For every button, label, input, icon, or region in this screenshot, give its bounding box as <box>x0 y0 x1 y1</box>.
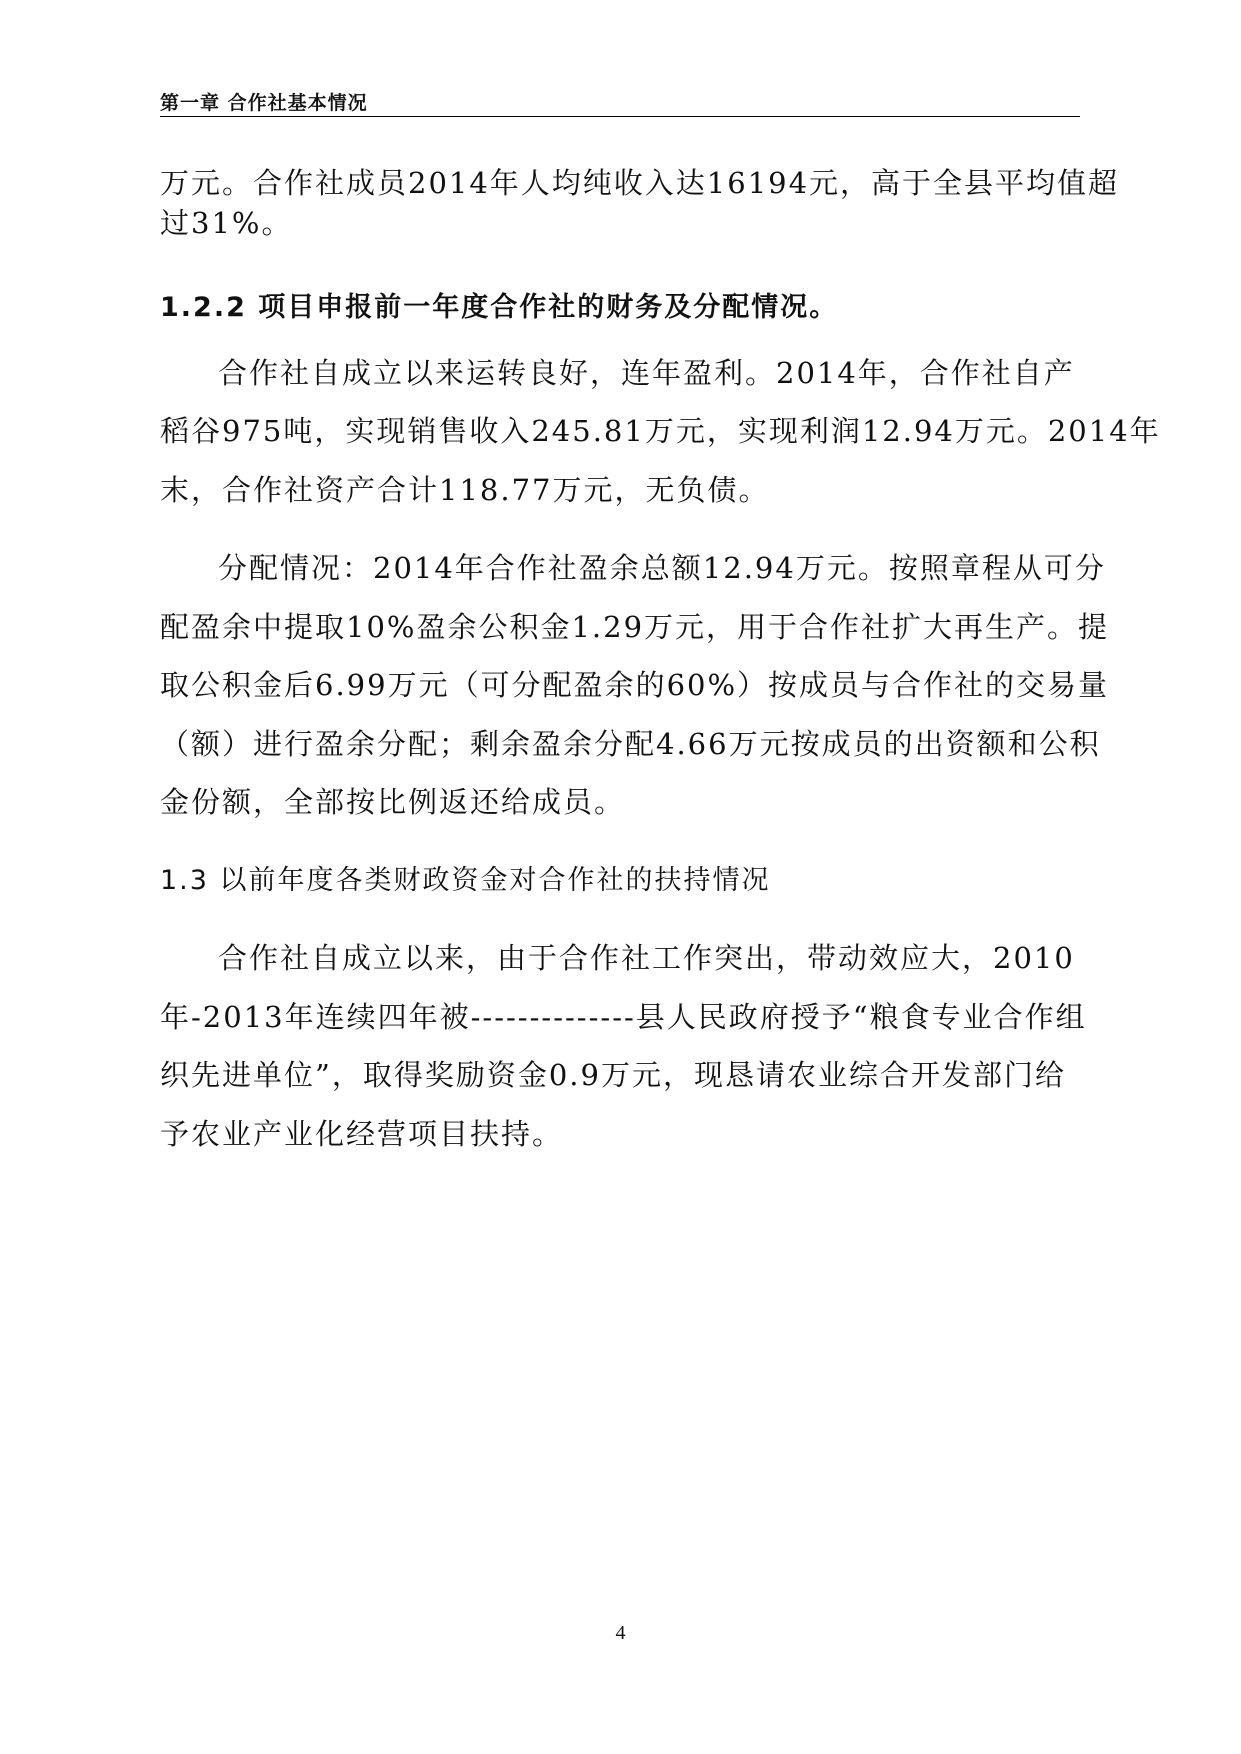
body-line: （额）进行盈余分配；剩余盈余分配4.66万元按成员的出资额和公积 <box>160 727 1101 761</box>
body-line: 分配情况：2014年合作社盈余总额12.94万元。按照章程从可分 <box>218 551 1106 585</box>
body-line: 织先进单位”，取得奖励资金0.9万元，现恳请农业综合开发部门给 <box>160 1058 1066 1092</box>
body-line: 配盈余中提取10%盈余公积金1.29万元，用于合作社扩大再生产。提 <box>160 610 1110 644</box>
running-header: 第一章 合作社基本情况 <box>160 92 368 114</box>
body-line: 予农业产业化经营项目扶持。 <box>160 1117 564 1151</box>
body-line: 过31%。 <box>160 206 293 240</box>
section-heading-1-2-2: 1.2.2 项目申报前一年度合作社的财务及分配情况。 <box>160 292 839 323</box>
body-line: 合作社自成立以来，由于合作社工作突出，带动效应大，2010 <box>218 941 1075 975</box>
header-rule <box>160 116 1080 117</box>
body-line: 末，合作社资产合计118.77万元，无负债。 <box>160 473 770 507</box>
body-line: 取公积金后6.99万元（可分配盈余的60%）按成员与合作社的交易量 <box>160 668 1110 702</box>
body-line: 合作社自成立以来运转良好，连年盈利。2014年，合作社自产 <box>218 356 1075 390</box>
section-heading-1-3: 1.3 以前年度各类财政资金对合作社的扶持情况 <box>160 865 771 896</box>
body-line: 稻谷975吨，实现销售收入245.81万元，实现利润12.94万元。2014年 <box>160 414 1161 448</box>
body-line: 万元。合作社成员2014年人均纯收入达16194元，高于全县平均值超 <box>160 166 1120 200</box>
body-line: 年-2013年连续四年被--------------县人民政府授予“粮食专业合作组 <box>160 1000 1087 1034</box>
body-line: 金份额，全部按比例返还给成员。 <box>160 785 626 819</box>
page-number: 4 <box>615 1622 626 1644</box>
